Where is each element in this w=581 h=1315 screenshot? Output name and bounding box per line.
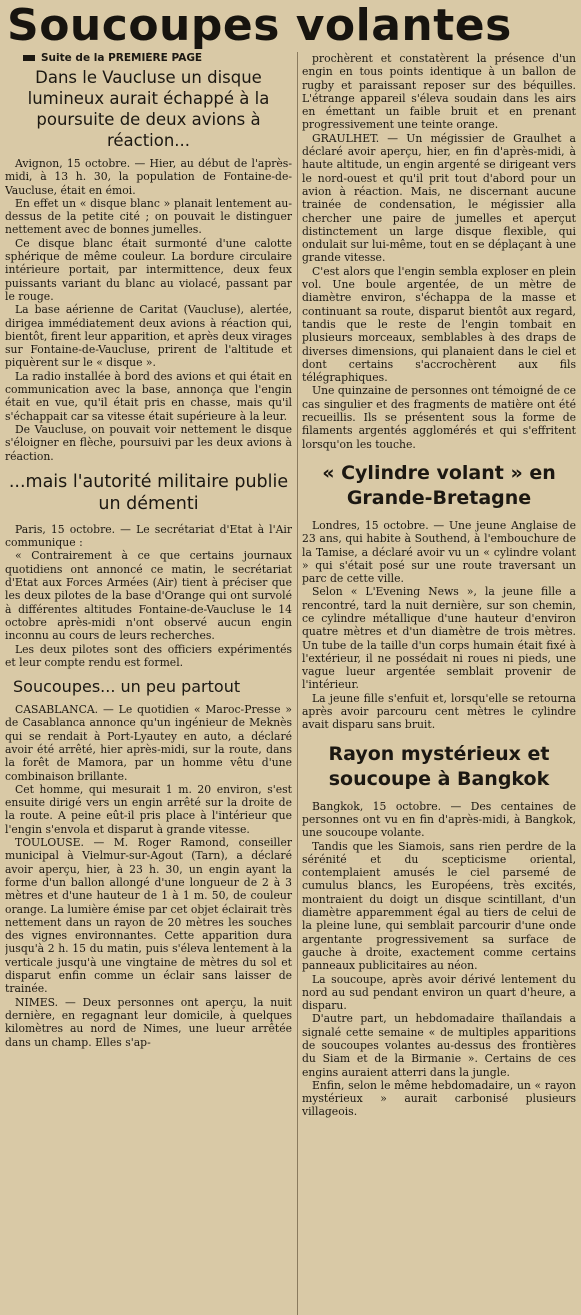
article-paragraph: La base aérienne de Caritat (Vaucluse), alertée, dirigea immédiatement deux avions à réaction qui, bientôt, firent leur apparition, et après deux virages sur Fontaine-de-Vaucluse, prirent de l'altitude et piquèrent sur le « disque ». bbox=[5, 303, 292, 370]
bangkok-headline: Rayon mystérieux et soucoupe à Bangkok bbox=[328, 742, 550, 790]
article-paragraph: TOULOUSE. — M. Roger Ramond, conseiller municipal à Vielmur-sur-Agout (Tarn), a déclaré avoir aperçu, hier, à 23 h. 30, un engin ayant la forme d'un ballon allongé d'une longueur de 2 à 3 mètres et d'une hauteur de 1 à 1 m. 50, de couleur orange. La lumière émise par cet objet éclairait très nettement dans un rayon de 20 mètres les souches des vignes environnantes. Cette apparition dura jusqu'à 2 h. 15 du matin, puis s'éleva lentement à la verticale jusqu'à une vingtaine de mètres du sol et disparut enfin comme un éclair sans laisser de trainée. bbox=[5, 836, 292, 996]
dementi-headline: ...mais l'autorité militaire publie un démenti bbox=[8, 471, 289, 514]
article-paragraph: La jeune fille s'enfuit et, lorsqu'elle se retourna après avoir parcouru cent mètres le cylindre avait disparu sans bruit. bbox=[302, 691, 576, 732]
article-paragraph: Enfin, selon le même hebdomadaire, un « rayon mystérieux » aurait carbonisé plusieurs villageois. bbox=[302, 1078, 576, 1119]
article-paragraph: Selon « L'Evening News », la jeune fille a rencontré, tard la nuit dernière, sur son chemin, ce cylindre métallique d'une hauteur d'environ quatre mètres et d'un diamètre de trois mètres. Un tube de la taille d'un corps humain était fixé à l'extérieur, il ne possédait ni roues ni pieds, une vague lueur argentée semblait provenir de l'intérieur. bbox=[302, 585, 576, 692]
article-paragraph: En effet un « disque blanc » planait lentement au-dessus de la petite cité ; on pouvait le distinguer nettement avec de bonnes jumelles. bbox=[5, 196, 292, 237]
article-paragraph: Londres, 15 octobre. — Une jeune Anglaise de 23 ans, qui habite à Southend, à l'embouchure de la Tamise, a déclaré avoir vu un « cylindre volant » qui s'était posé sur une route traversant un parc de cette ville. bbox=[302, 518, 576, 586]
article-paragraph: CASABLANCA. — Le quotidien « Maroc-Presse » de Casablanca annonce qu'un ingénieur de Meknès qui se rendait à Port-Lyautey en auto, a déclaré avoir été arrêté, hier après-midi, sur la route, dans la forêt de Mamora, par un homme vêtu d'une combinaison brillante. bbox=[5, 703, 292, 783]
continuation-text: Suite de la PREMIÈRE PAGE bbox=[41, 52, 203, 64]
article-paragraph: Bangkok, 15 octobre. — Des centaines de personnes ont vu en fin d'après-midi, à Bangkok, une soucoupe volante. bbox=[302, 799, 576, 840]
article-paragraph: Paris, 15 octobre. — Le secrétariat d'Etat à l'Air communique : bbox=[5, 522, 292, 550]
article-paragraph: Cet homme, qui mesurait 1 m. 20 environ, s'est ensuite dirigé vers un engin arrêté sur la droite de la route. A peine eût-il pris place à l'intérieur que l'engin s'envola et disparut à grande vitesse. bbox=[5, 782, 292, 836]
article-paragraph: De Vaucluse, on pouvait voir nettement le disque s'éloigner en flèche, poursuivi par les deux avions à réaction. bbox=[5, 422, 292, 463]
article-paragraph: C'est alors que l'engin sembla exploser en plein vol. Une boule argentée, de un mètre de diamètre environ, s'échappa de la masse et continuant sa route, disparut bientôt aux regard, tandis que le reste de l'engin tombait en plusieurs morceaux, semblables à des draps de diverses dimensions, qui planaient dans le ciel et dont certains s'accrochèrent aux fils télégraphiques. bbox=[302, 264, 576, 385]
article-paragraph: Ce disque blanc était surmonté d'une calotte sphérique de même couleur. La bordure circulaire intérieure portait, par intermittence, deux feux puissants variant du blanc au violacé, passant par le rouge. bbox=[5, 236, 292, 303]
pointer-mark bbox=[23, 55, 35, 61]
article-paragraph: Avignon, 15 octobre. — Hier, au début de l'après-midi, à 13 h. 30, la population de Fontaine-de-Vaucluse, était en émoi. bbox=[5, 157, 292, 197]
article-paragraph: « Contrairement à ce que certains journaux quotidiens ont annoncé ce matin, le secrétariat d'Etat aux Forces Armées (Air) tient à préciser que les deux pilotes de la base d'Orange qui ont survolé à différentes altitudes Fontaine-de-Vaucluse le 14 octobre après-midi n'ont observé aucun engin inconnu au cours de leurs recherches. bbox=[5, 549, 292, 643]
article-paragraph: prochèrent et constatèrent la présence d'un engin en tous points identique à un ballon de rugby et paraissant reposer sur des béquilles. L'étrange appareil s'éleva soudain dans les airs en émettant un faible bruit et en prenant progressivement une teinte orange. bbox=[302, 52, 576, 132]
article-paragraph: NIMES. — Deux personnes ont aperçu, la nuit dernière, en regagnant leur domicile, à quelques kilomètres au nord de Nimes, une lueur arrêtée dans un champ. Elles s'ap- bbox=[5, 995, 292, 1049]
right-column bbox=[302, 52, 576, 1315]
columns bbox=[5, 52, 576, 1315]
article-paragraph: GRAULHET. — Un mégissier de Graulhet a déclaré avoir aperçu, hier, en fin d'après-midi, à haute altitude, un engin argenté se dirigeant vers le nord-ouest et qu'il prit tout d'abord pour un avion à réaction. Mais, ne discernant aucune trainée de condensation, le mégissier alla chercher une paire de jumelles et aperçut distinctement un large disque flexible, qui ondulait sur lui-même, tout en se déplaçant à une grande vitesse. bbox=[302, 131, 576, 265]
cylindre-headline: « Cylindre volant » en Grande-Bretagne bbox=[322, 461, 556, 509]
continuation-line bbox=[23, 52, 292, 64]
article-paragraph: Tandis que les Siamois, sans rien perdre de la sérénité et du scepticisme oriental, contemplaient amusés le ciel parsemé de cumulus blancs, les Européens, très excités, montraient du doigt un disque scintillant, d'un diamètre apparemment égal au tiers de celui de la pleine lune, qui semblait parcourir d'une onde argentante progressivement sa surface de gauche à droite, exactement comme certains panneaux publicitaires au néon. bbox=[302, 839, 576, 973]
article-paragraph: La radio installée à bord des avions et qui était en communication avec la base, annonça que l'engin était en vue, qu'il était pris en chasse, mais qu'il s'échappait car sa vitesse était supérieure à la leur. bbox=[5, 369, 292, 423]
vaucluse-headline: Dans le Vaucluse un disque lumineux aurait échappé à la poursuite de deux avions à réaction... bbox=[27, 68, 270, 150]
left-column bbox=[5, 52, 292, 1315]
headline: Soucoupes volantes bbox=[7, 0, 512, 51]
article-paragraph: Une quinzaine de personnes ont témoigné de ce cas singulier et des fragments de matière ont été recueillis. Ils se présentent sous la forme de filaments argentés agglomérés et qui s'effritent lorsqu'on les touche. bbox=[302, 384, 576, 451]
article-paragraph: Les deux pilotes sont des officiers expérimentés et leur compte rendu est formel. bbox=[5, 642, 292, 669]
column-rule bbox=[297, 52, 298, 1315]
article-paragraph: La soucoupe, après avoir dérivé lentement du nord au sud pendant environ un quart d'heure, a disparu. bbox=[302, 972, 576, 1013]
article-paragraph: D'autre part, un hebdomadaire thaïlandais a signalé cette semaine « de multiples apparitions de soucoupes volantes au-dessus des frontières du Siam et de la Birmanie ». Certains de ces engins auraient atterri dans la jungle. bbox=[302, 1012, 576, 1079]
partout-headline: Soucoupes... un peu partout bbox=[13, 677, 241, 697]
